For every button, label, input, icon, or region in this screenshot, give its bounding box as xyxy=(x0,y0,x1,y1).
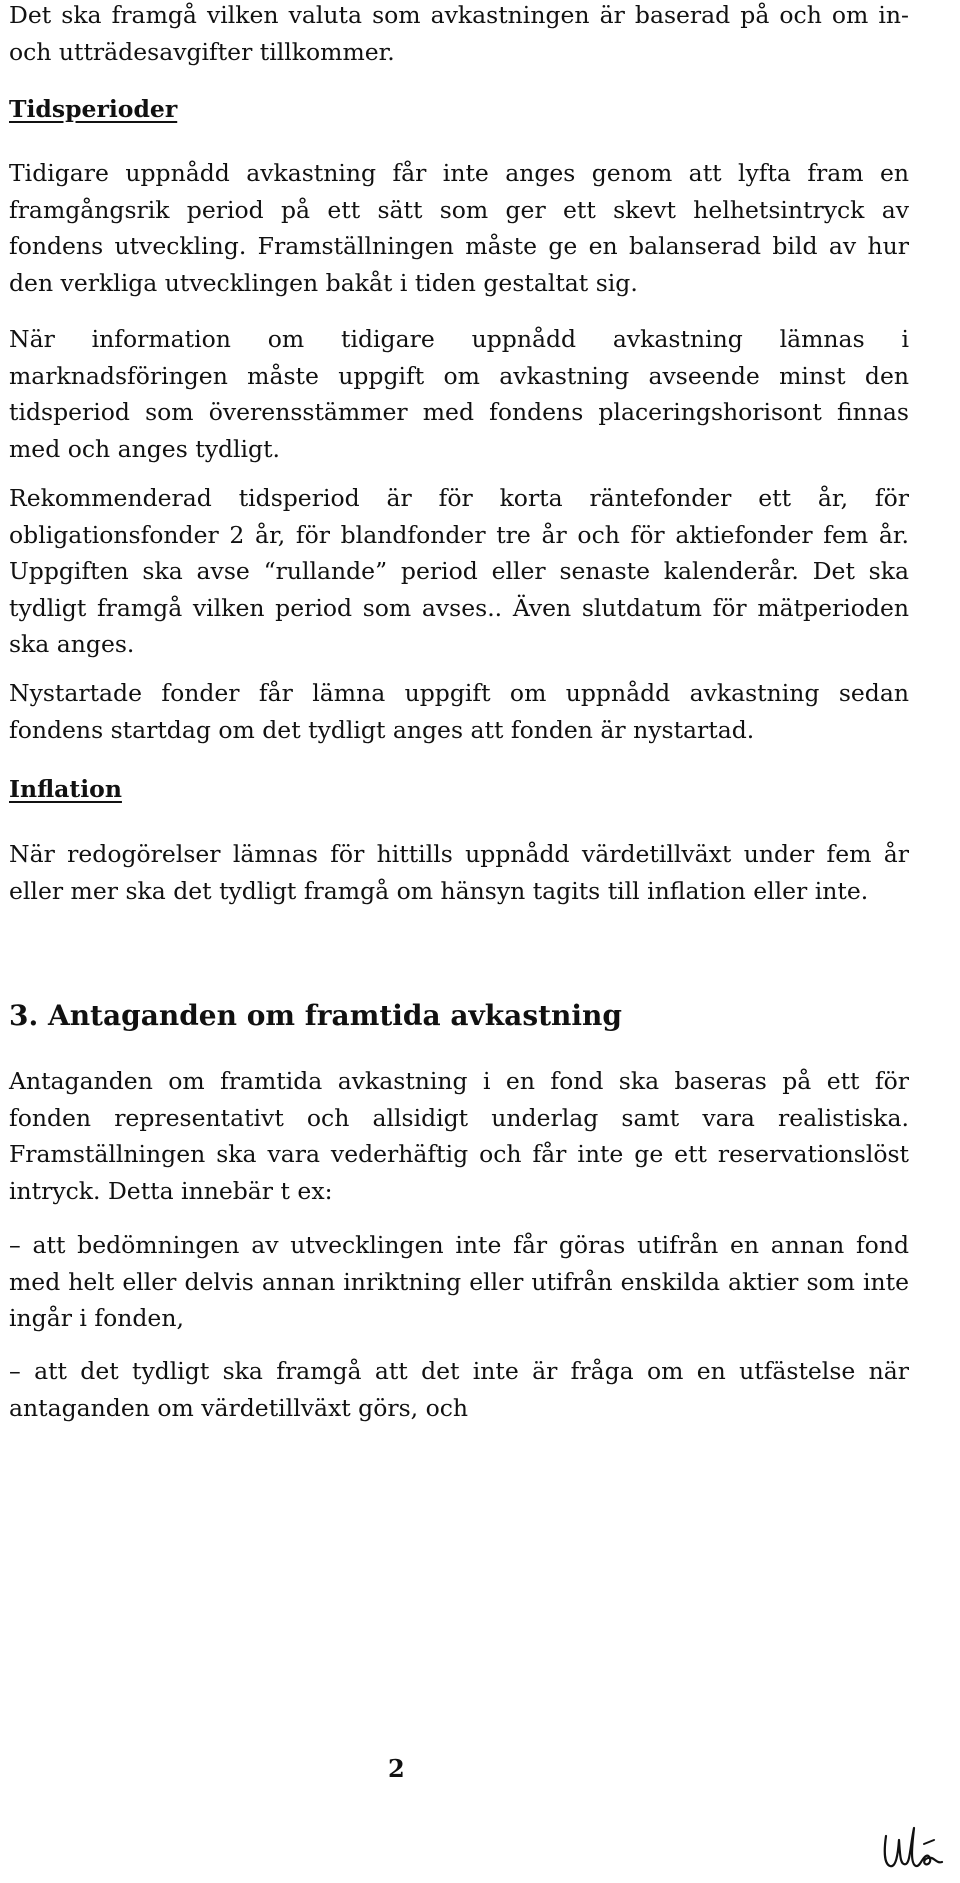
bullet-item-2: – att det tydligt ska framgå att det inte är fråga om en utfästelse när antaganden om värdetillväxt görs, och xyxy=(9,1357,909,1422)
inflation-paragraph: När redogörelser lämnas för hittills uppnådd värdetillväxt under fem år eller mer ska det tydligt framgå om hänsyn tagits till inflation eller inte. xyxy=(9,840,909,905)
tidsperioder-paragraph-3: Rekommenderad tidsperiod är för korta räntefonder ett år, för obligationsfonder 2 år, för blandfonder tre år och för aktiefonder fem år. Uppgiften ska avse “rullande” period eller senaste kalenderår. Det ska tydligt framgå vilken period som avses.. Även slutdatum för mätperioden ska anges. xyxy=(9,484,909,658)
tidsperioder-paragraph-4: Nystartade fonder får lämna uppgift om uppnådd avkastning sedan fondens startdag om det tydligt anges att fonden är nystartad. xyxy=(9,679,909,744)
heading-inflation: Inflation xyxy=(9,775,122,803)
heading-tidsperioder: Tidsperioder xyxy=(9,95,178,123)
intro-paragraph: Det ska framgå vilken valuta som avkastningen är baserad på och om in- och utträdesavgifter tillkommer. xyxy=(9,1,909,66)
tidsperioder-paragraph-1: Tidigare uppnådd avkastning får inte anges genom att lyfta fram en framgångsrik period på ett sätt som ger ett skevt helhetsintryck av fondens utveckling. Framställningen måste ge en balanserad bild av hur den verkliga utvecklingen bakåt i tiden gestaltat sig. xyxy=(9,159,909,297)
section-3-paragraph: Antaganden om framtida avkastning i en fond ska baseras på ett för fonden representativt och allsidigt underlag samt vara realistiska. Framställningen ska vara vederhäftig och får inte ge ett reservationslöst intryck. Detta innebär t ex: xyxy=(9,1067,909,1205)
signature-mark xyxy=(880,1820,950,1880)
bullet-item-1: – att bedömningen av utvecklingen inte får göras utifrån en annan fond med helt eller delvis annan inriktning eller utifrån enskilda aktier som inte ingår i fonden, xyxy=(9,1231,909,1332)
page-number: 2 xyxy=(388,1754,405,1783)
tidsperioder-paragraph-2: När information om tidigare uppnådd avkastning lämnas i marknadsföringen måste uppgift om avkastning avseende minst den tidsperiod som överensstämmer med fondens placeringshorisont finnas med och anges tydligt. xyxy=(9,325,909,463)
section-3-heading: 3. Antaganden om framtida avkastning xyxy=(9,999,622,1032)
